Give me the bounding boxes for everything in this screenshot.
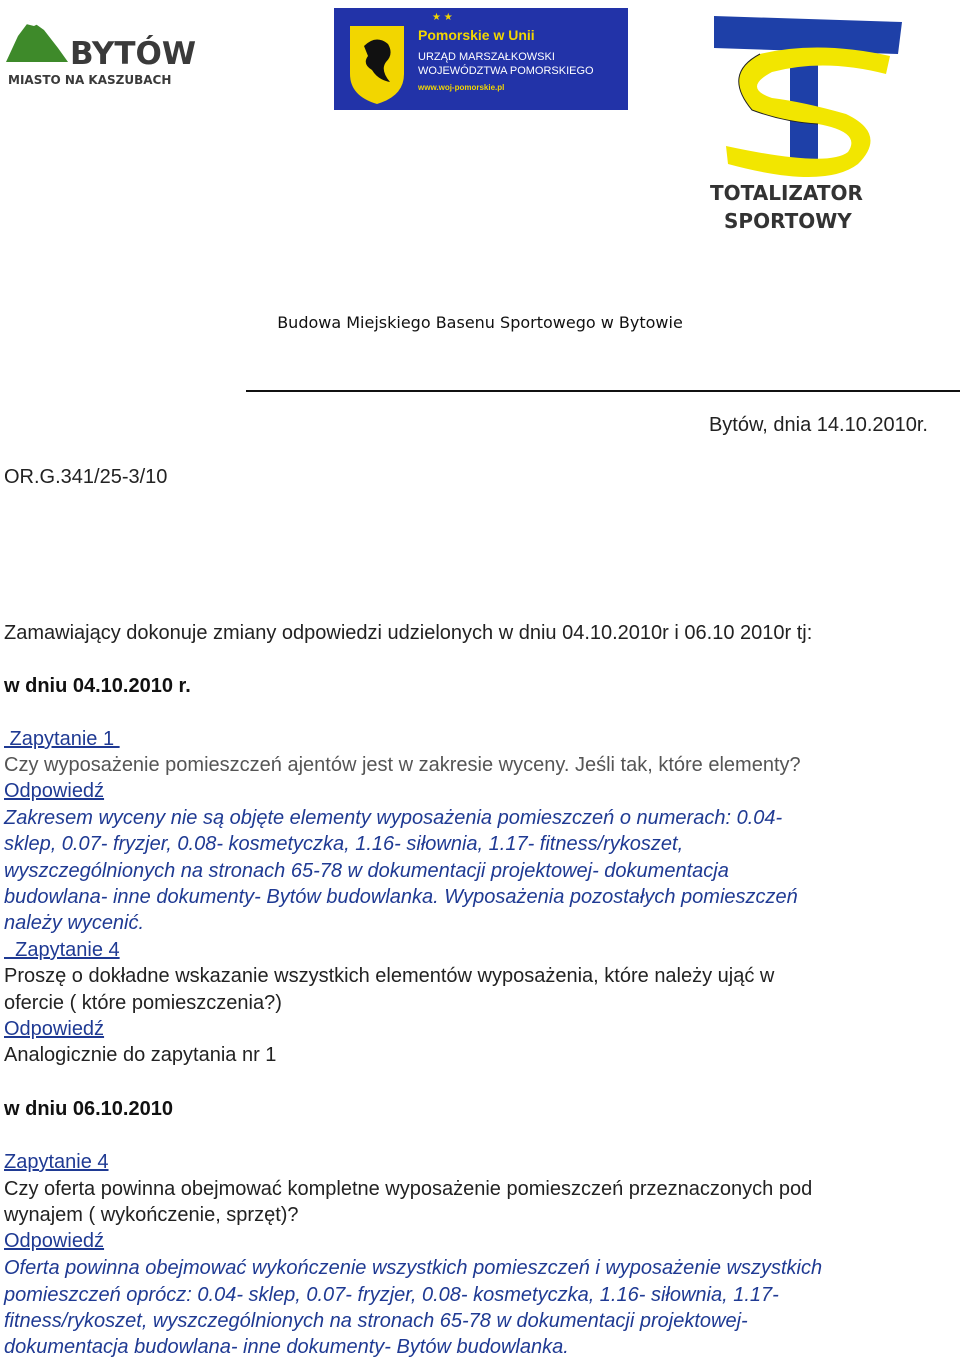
section1-answer1-line: sklep, 0.07- fryzjer, 0.08- kosmetyczka, 1.16- siłownia, 1.17- fitness/rykoszet,: [4, 833, 684, 855]
section1-question4-label: Zapytanie 4: [4, 939, 120, 961]
bytow-logo-tagline: MIASTO NA KASZUBACH: [8, 73, 172, 87]
section1-answer1-line: wyszczególnionych na stronach 65-78 w dokumentacji projektowej- dokumentacja: [4, 860, 729, 882]
section2-question4-line: Czy oferta powinna obejmować kompletne wyposażenie pomieszczeń przeznaczonych pod: [4, 1178, 813, 1200]
section2-heading: w dniu 06.10.2010: [4, 1098, 173, 1120]
section1-heading: w dniu 04.10.2010 r.: [4, 675, 191, 697]
section1-question4-line: ofercie ( które pomieszczenia?): [4, 992, 282, 1014]
pomorskie-title: Pomorskie w Unii: [418, 27, 535, 43]
totalizator-line2: SPORTOWY: [724, 209, 852, 233]
document-date: Bytów, dnia 14.10.2010r.: [708, 414, 928, 436]
pomorskie-line1: URZĄD MARSZAŁKOWSKI: [418, 51, 555, 63]
reference-number: OR.G.341/25-3/10: [4, 466, 168, 488]
section1-answer4-text: Analogicznie do zapytania nr 1: [4, 1044, 277, 1066]
section1-question1-label: Zapytanie 1: [4, 728, 120, 750]
header-title: Budowa Miejskiego Basenu Sportowego w Bytowie: [277, 313, 683, 332]
section1-answer1-line: należy wycenić.: [4, 912, 145, 934]
section1-question4-line: Proszę o dokładne wskazanie wszystkich elementów wyposażenia, które należy ująć w: [4, 965, 775, 987]
section2-answer4-line: Oferta powinna obejmować wykończenie wszystkich pomieszczeń i wyposażenie wszystkich: [4, 1257, 823, 1279]
pomorskie-logo: [334, 8, 628, 110]
section1-answer1-line: Zakresem wyceny nie są objęte elementy wyposażenia pomieszczeń o numerach: 0.04-: [4, 807, 783, 829]
section2-question4-label: Zapytanie 4: [4, 1151, 109, 1173]
svg-text:★ ★: ★ ★: [432, 12, 453, 23]
section2-answer4-line: pomieszczeń oprócz: 0.04- sklep, 0.07- fryzjer, 0.08- kosmetyczka, 1.16- siłownia, 1.17-: [4, 1284, 779, 1306]
intro-paragraph: Zamawiający dokonuje zmiany odpowiedzi udzielonych w dniu 04.10.2010r i 06.10 2010r tj:: [4, 622, 813, 644]
pomorskie-url: www.woj-pomorskie.pl: [418, 83, 505, 92]
section1-answer1-line: budowlana- inne dokumenty- Bytów budowlanka. Wyposażenia pozostałych pomieszczeń: [4, 886, 798, 908]
section2-answer4-line: fitness/rykoszet, wyszczególnionych na stronach 65-78 w dokumentacji projektowej-: [4, 1310, 748, 1332]
section2-answer4-line: dokumentacja budowlana- inne dokumenty- Bytów budowlanka.: [4, 1336, 569, 1358]
totalizator-line1: TOTALIZATOR: [710, 181, 863, 205]
totalizator-logo: [706, 14, 906, 236]
section1-question1-text: Czy wyposażenie pomieszczeń ajentów jest w zakresie wyceny. Jeśli tak, które elementy?: [4, 754, 801, 776]
header-divider: [246, 390, 960, 392]
section1-answer1-label: Odpowiedź: [4, 780, 105, 802]
pomorskie-line2: WOJEWÓDZTWA POMORSKIEGO: [418, 65, 594, 77]
section1-answer4-label: Odpowiedź: [4, 1018, 105, 1040]
section2-question4-line: wynajem ( wykończenie, sprzęt)?: [4, 1204, 299, 1226]
bytow-logo: [4, 6, 196, 88]
section2-answer4-label: Odpowiedź: [4, 1230, 105, 1252]
bytow-logo-name: BYTÓW: [70, 36, 196, 72]
